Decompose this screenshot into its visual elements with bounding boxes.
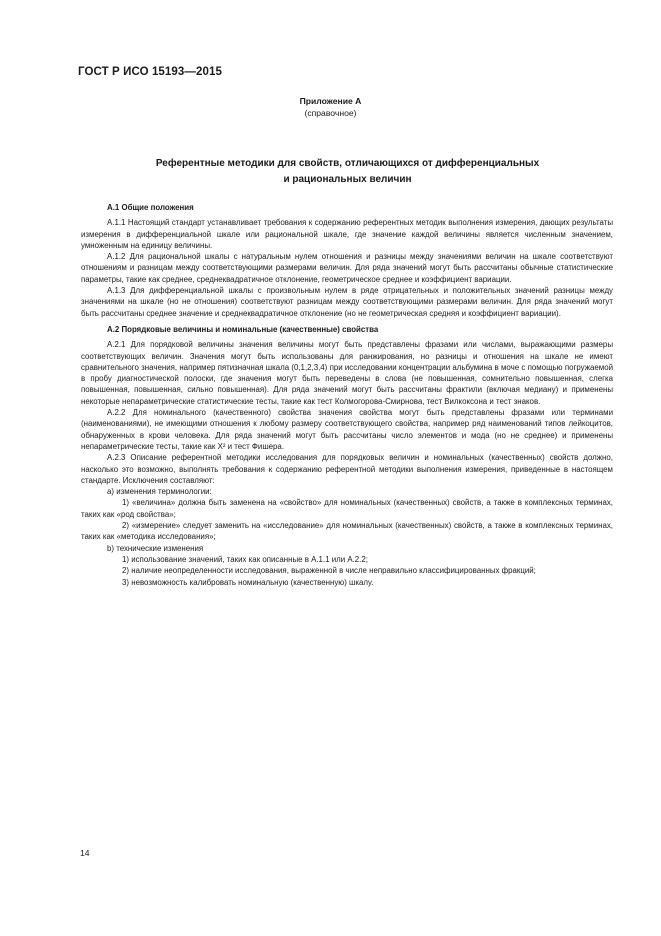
paragraph-a2-2: А.2.2 Для номинального (качественного) свойства значения свойства могут быть представлены фразами или терминами (наименованиями), не имеющими отношения к любому размеру соответствующего свойства, например ряд наименований типов лейкоцитов, обнаруженных в крови человека. Для ряда значений могут быть рассчитаны число элементов и мода (но не среднее) и применены непараметрические тесты, такие как X² и тест Фишера. — [81, 408, 613, 451]
list-item-b-1: 1) использование значений, таких как описанные в А.1.1 или А.2.2; — [122, 554, 368, 564]
list-item-b: b) технические изменения — [107, 543, 204, 553]
section-a2-heading: А.2 Порядковые величины и номинальные (качественные) свойства — [107, 324, 379, 334]
paragraph-a1-2: А.1.2 Для рациональной шкалы с натуральным нулем отношения и разницы между значениями величин на шкале соответствуют отношениям и разницам между соответствующими размерами величин. Для ряда значений могут быть рассчитаны обычные статистические параметры, такие как среднее, среднеквадратичное отклонение, геометрическое среднее и коэффициент вариации. — [81, 252, 613, 284]
list-item-a-1: 1) «величина» должна быть заменена на «свойство» для номинальных (качественных) свойств, а также в комплексных терминах, таких как «род свойства»; — [81, 498, 613, 519]
standard-header: ГОСТ Р ИСО 15193—2015 — [78, 66, 223, 78]
list-item-a: а) изменения терминологии: — [107, 487, 212, 497]
list-item-b-3: 3) невозможность калибровать номинальную (качественную) шкалу. — [122, 577, 374, 587]
annex-title: Приложение А — [299, 96, 362, 106]
document-title-line-2: и рациональных величин — [283, 174, 412, 185]
paragraph-a2-3: А.2.3 Описание референтной методики исследования для порядковых величин и номинальных (качественных) свойств должно, насколько это возможно, выполнять требования к содержанию референтной методики выполнения измерения, приведенные в настоящем стандарте. Исключения составляют: — [81, 453, 613, 485]
document-body — [81, 197, 613, 588]
paragraph-a1-3: А.1.3 Для дифференциальной шкалы с произвольным нулем в ряде отрицательных и положительных значений разницы между значениями на шкале (но не отношения) соответствуют разницам между соответствующими размерами величин. Для ряда значений могут быть рассчитаны среднее значение и среднеквадратичное отклонение (но не геометрическая средняя и коэффициент вариации). — [81, 286, 613, 318]
page-number: 14 — [80, 848, 90, 858]
paragraph-a2-1: А.2.1 Для порядковой величины значения величины могут быть представлены фразами или числами, выражающими размеры соответствующих величин. Значения могут быть использованы для ранжирования, но разницы и отношения на шкале не имеют сравнительного значения, например пятизначная шкала (0,1,2,3,4) при исследовании концентрации альбумина в моче с помощью погружаемой в пробу диагностической полоски, где значения могут быть переведены в слова (не повышенная, сомнительно повышенная, слегка повышенная, повышенная, сильно повышенная). Для ряда значений могут быть рассчитаны фрактили (включая медиану) и применены некоторые непараметрические статистические тесты, такие как тест Колмогорова-Смирнова, тест Вилкоксона и тест знаков. — [81, 340, 613, 406]
paragraph-a1-1: А.1.1 Настоящий стандарт устанавливает требования к содержанию референтных методик выполнения измерения, дающих результаты измерения в дифференциальной шкале или рациональной шкале, где значение каждой величины является численным значением, умноженным на единицу величины. — [81, 218, 613, 250]
list-item-a-2: 2) «измерение» следует заменить на «исследование» для номинальных (качественных) свойств, а также в комплексных терминах, таких как «методика исследования»; — [81, 521, 613, 542]
section-a1-heading: А.1 Общие положения — [107, 203, 194, 212]
document-title-line-1: Референтные методики для свойств, отличающихся от дифференциальных — [155, 158, 540, 169]
annex-type: (справочное) — [304, 108, 357, 118]
list-item-b-2: 2) наличие неопределенности исследования, выраженной в числе неправильно классифицированных фракций; — [122, 566, 536, 576]
